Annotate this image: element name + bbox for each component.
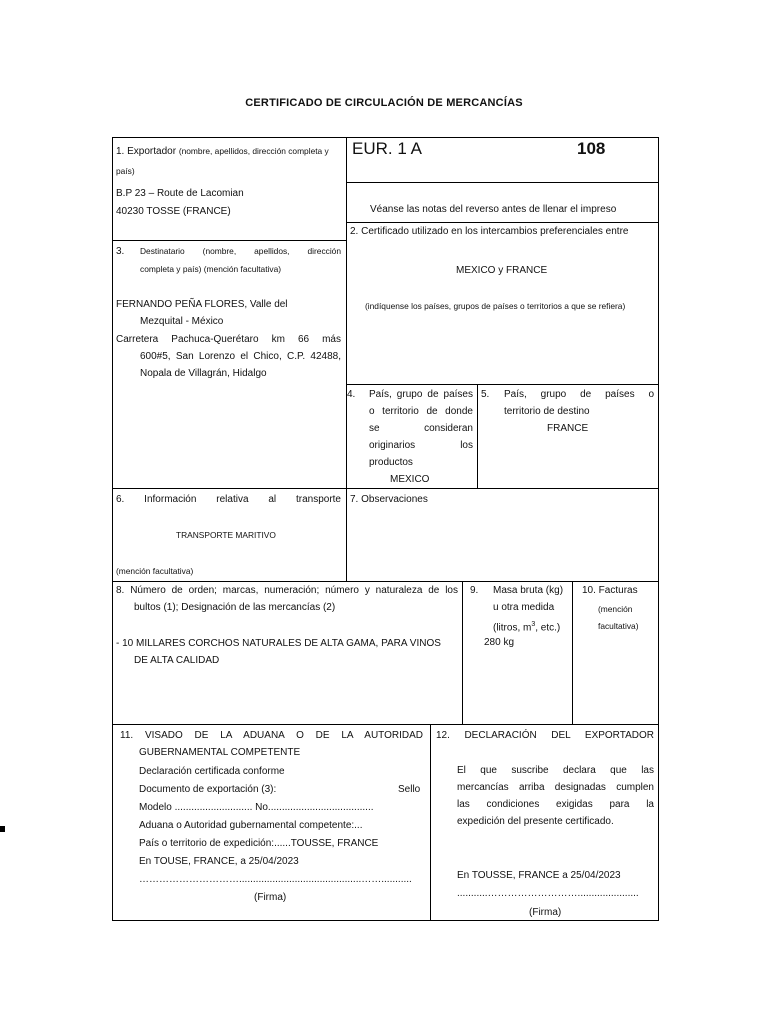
consignee-line: Nopala de Villagrán, Hidalgo bbox=[140, 368, 267, 379]
customs-declaration: Declaración certificada conforme bbox=[139, 766, 285, 777]
destination-num: 5. bbox=[481, 389, 490, 400]
customs-export-document: Documento de exportación (3): bbox=[139, 784, 277, 795]
exporter-place-date: En TOUSSE, FRANCE a 25/04/2023 bbox=[457, 870, 621, 881]
transport-value: TRANSPORTE MARITIVO bbox=[176, 530, 276, 540]
serial-number: 108 bbox=[577, 139, 606, 158]
exporter-address-line1: B.P 23 – Route de Lacomian bbox=[116, 188, 244, 199]
exporter-declaration-text: las condiciones exigidas para la bbox=[457, 799, 654, 810]
destination-heading-line: País, grupo de países o bbox=[504, 389, 654, 400]
customs-signature-label: (Firma) bbox=[254, 892, 287, 903]
exporter-declaration-heading: 12. DECLARACIÓN DEL EXPORTADOR bbox=[436, 730, 654, 741]
consignee-heading-cont: completa y país) (mención facultativa) bbox=[140, 264, 282, 274]
customs-stamp: Sello bbox=[398, 784, 421, 795]
exporter-declaration-text: expedición del presente certificado. bbox=[457, 816, 614, 827]
consignee-num: 3. bbox=[116, 246, 125, 257]
certificate-usage-heading: 2. Certificado utilizado en los intercambios preferenciales entre bbox=[350, 226, 629, 237]
exporter-heading-note: (nombre, apellidos, dirección completa y bbox=[178, 146, 329, 156]
consignee-line: 600#5, San Lorenzo el Chico, C.P. 42488, bbox=[140, 351, 341, 362]
mass-value: 280 kg bbox=[484, 637, 515, 648]
origin-heading-line: se consideran bbox=[369, 423, 473, 434]
invoices-note: (mención bbox=[598, 604, 633, 614]
observations-heading: 7. Observaciones bbox=[350, 494, 428, 505]
transport-heading: 6. Información relativa al transporte bbox=[116, 494, 341, 505]
preferential-countries: MEXICO y FRANCE bbox=[456, 265, 548, 276]
consignee-heading: Destinatario (nombre, apellidos, dirección bbox=[140, 246, 341, 256]
exporter-signature-label: (Firma) bbox=[529, 907, 562, 918]
consignee-line: Carretera Pachuca-Querétaro km 66 más bbox=[116, 334, 341, 345]
customs-authority: Aduana o Autoridad gubernamental competente:... bbox=[139, 820, 363, 831]
exporter-heading: 1. Exportador bbox=[116, 146, 177, 157]
origin-heading-line: productos bbox=[369, 457, 413, 468]
countries-note: (indíquense los países, grupos de países o territorios a que se refiera) bbox=[365, 301, 626, 311]
invoices-heading: 10. Facturas bbox=[582, 585, 638, 596]
exporter-signature-line: ...........………………………...................... bbox=[457, 888, 639, 899]
customs-heading: 11. VISADO DE LA ADUANA O DE LA AUTORIDAD bbox=[120, 730, 423, 741]
origin-num: 4. bbox=[347, 389, 356, 400]
consignee-line: Mezquital - México bbox=[140, 316, 224, 327]
document-title: CERTIFICADO DE CIRCULACIÓN DE MERCANCÍAS bbox=[245, 97, 523, 109]
origin-heading-line: o territorio de donde bbox=[369, 406, 473, 417]
destination-country-value: FRANCE bbox=[547, 423, 589, 434]
mass-num: 9. bbox=[470, 585, 479, 596]
customs-signature-line: …………………………............................................……........... bbox=[139, 874, 412, 885]
destination-heading-line: territorio de destino bbox=[504, 406, 590, 417]
reverse-notes: Véanse las notas del reverso antes de llenar el impreso bbox=[370, 204, 617, 215]
origin-country-value: MEXICO bbox=[390, 474, 430, 485]
origin-heading-line: originarios los bbox=[369, 440, 473, 451]
goods-item-line: - 10 MILLARES CORCHOS NATURALES DE ALTA GAMA, PARA VINOS bbox=[116, 638, 441, 649]
form-code: EUR. 1 A bbox=[352, 139, 422, 158]
exporter-address-line2: 40230 TOSSE (FRANCE) bbox=[116, 206, 231, 217]
customs-country: País o territorio de expedición:......TOUSSE, FRANCE bbox=[139, 838, 379, 849]
goods-heading-cont: bultos (1); Designación de las mercancías (2) bbox=[134, 602, 336, 613]
mass-heading-line: Masa bruta (kg) bbox=[493, 585, 564, 596]
consignee-line: FERNANDO PEÑA FLORES, Valle del bbox=[116, 299, 288, 310]
goods-item-line: DE ALTA CALIDAD bbox=[134, 655, 220, 666]
mass-heading-line: (litros, $m^3$, etc.) bbox=[493, 621, 561, 634]
invoices-note: facultativa) bbox=[598, 621, 639, 631]
exporter-declaration-text: El que suscribe declara que las bbox=[457, 765, 654, 776]
origin-heading-line: País, grupo de países bbox=[369, 389, 473, 400]
customs-model: Modelo ............................ No...................................... bbox=[139, 802, 374, 813]
goods-heading: 8. Número de orden; marcas, numeración; número y naturaleza de los bbox=[116, 585, 458, 596]
exporter-heading-note-cont: país) bbox=[116, 166, 135, 176]
mass-heading-line: u otra medida bbox=[493, 602, 555, 613]
customs-place-date: En TOUSE, FRANCE, a 25/04/2023 bbox=[139, 856, 299, 867]
exporter-declaration-text: mercancías arriba designadas cumplen bbox=[457, 782, 654, 793]
transport-note: (mención facultativa) bbox=[116, 566, 194, 576]
customs-heading-cont: GUBERNAMENTAL COMPETENTE bbox=[139, 747, 301, 758]
margin-mark bbox=[0, 826, 5, 832]
